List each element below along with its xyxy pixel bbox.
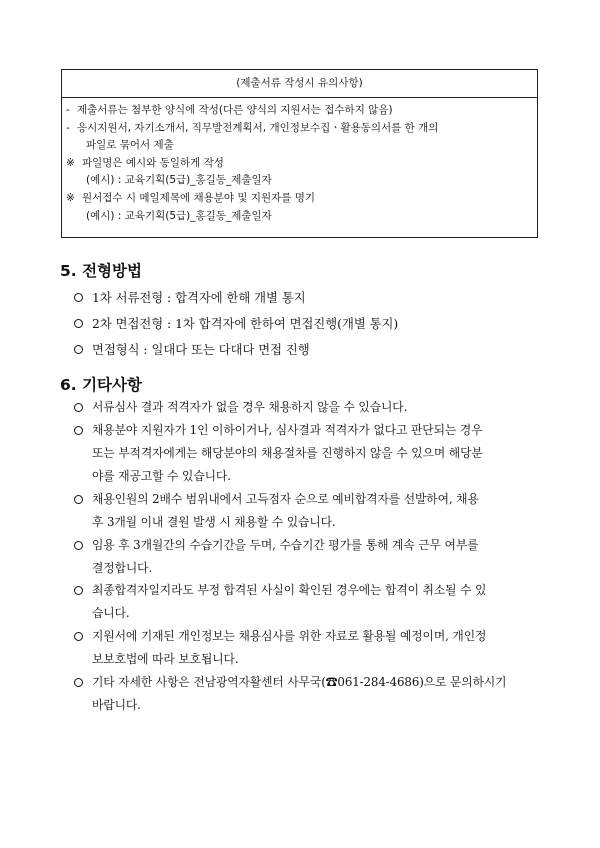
notice-line [64, 137, 537, 155]
list-item: 채용인원의 2배수 범위내에서 고득점자 순으로 예비합격자를 선발하여, 채용 [92, 492, 479, 506]
reference-mark: ※ [66, 156, 75, 169]
circle-bullet-icon [74, 345, 83, 354]
notice-line [64, 102, 537, 120]
circle-bullet-icon [74, 426, 83, 435]
notice-title: (제출서류 작성시 유의사항) [62, 70, 537, 98]
reference-mark: ※ [66, 191, 75, 204]
notice-mark: - [66, 104, 70, 116]
notice-text: 제출서류는 첨부한 양식에 작성(다른 양식의 지원서는 접수하지 않음) [77, 104, 393, 116]
list-item: 2차 면접전형 : 1차 합격자에 한하여 면접진행(개별 통지) [92, 317, 399, 331]
list-item-continuation: 후 3개월 이내 결원 발생 시 채용할 수 있습니다. [92, 515, 336, 529]
notice-text: 파일명은 예시와 동일하게 작성 [82, 156, 224, 169]
list-item: 서류심사 결과 적격자가 없을 경우 채용하지 않을 수 있습니다. [92, 400, 408, 414]
circle-bullet-icon [74, 586, 83, 595]
circle-bullet-icon [74, 403, 83, 412]
notice-body [62, 98, 537, 225]
notice-line [64, 172, 537, 190]
notice-mark: - [66, 121, 70, 134]
list-item-continuation: 습니다. [92, 606, 130, 620]
notice-example: (예시) : 교육기획(5급)_홍길동_제출일자 [86, 174, 272, 187]
list-item: 면접형식 : 일대다 또는 다대다 면접 진행 [92, 343, 310, 357]
list-item: 기타 자세한 사항은 전남광역자활센터 사무국(☎061-284-4686)으로 문의하시기 [92, 675, 507, 689]
section-5-heading: 5. 전형방법 [60, 262, 142, 280]
list-item-continuation: 야를 재공고할 수 있습니다. [92, 469, 231, 483]
notice-text: 파일로 묶어서 제출 [86, 139, 174, 152]
circle-bullet-icon [74, 632, 83, 641]
notice-line [64, 120, 537, 138]
notice-text: 응시지원서, 자기소개서, 직무발전계획서, 개인정보수집ㆍ활용동의서를 한 개의 [77, 121, 439, 134]
circle-bullet-icon [74, 293, 83, 302]
submission-notice-box [61, 69, 538, 238]
list-item-continuation: 결정합니다. [92, 561, 153, 575]
section-6-heading: 6. 기타사항 [60, 376, 142, 394]
list-item-continuation: 또는 부적격자에게는 해당분야의 채용절차를 진행하지 않을 수 있으며 해당분 [92, 446, 483, 460]
circle-bullet-icon [74, 678, 83, 687]
list-item: 1차 서류전형 : 합격자에 한해 개별 통지 [92, 291, 306, 305]
list-item: 채용분야 지원자가 1인 이하이거나, 심사결과 적격자가 없다고 판단되는 경우 [92, 423, 483, 437]
list-item-continuation: 보보호법에 따라 보호됩니다. [92, 652, 239, 666]
notice-text: 원서접수 시 메일제목에 채용분야 및 지원자를 명기 [82, 191, 316, 204]
notice-line [64, 155, 537, 173]
list-item: 지원서에 기재된 개인정보는 채용심사를 위한 자료로 활용될 예정이며, 개인정 [92, 629, 487, 643]
notice-example: (예시) : 교육기획(5급)_홍길동_제출일자 [86, 209, 272, 222]
list-item: 임용 후 3개월간의 수습기간을 두며, 수습기간 평가를 통해 계속 근무 여부를 [92, 538, 479, 552]
circle-bullet-icon [74, 495, 83, 504]
list-item: 최종합격자일지라도 부정 합격된 사실이 확인된 경우에는 합격이 취소될 수 있 [92, 583, 487, 597]
circle-bullet-icon [74, 541, 83, 550]
circle-bullet-icon [74, 319, 83, 328]
notice-line [64, 190, 537, 208]
notice-line [64, 208, 537, 226]
list-item-continuation: 바랍니다. [92, 698, 141, 712]
